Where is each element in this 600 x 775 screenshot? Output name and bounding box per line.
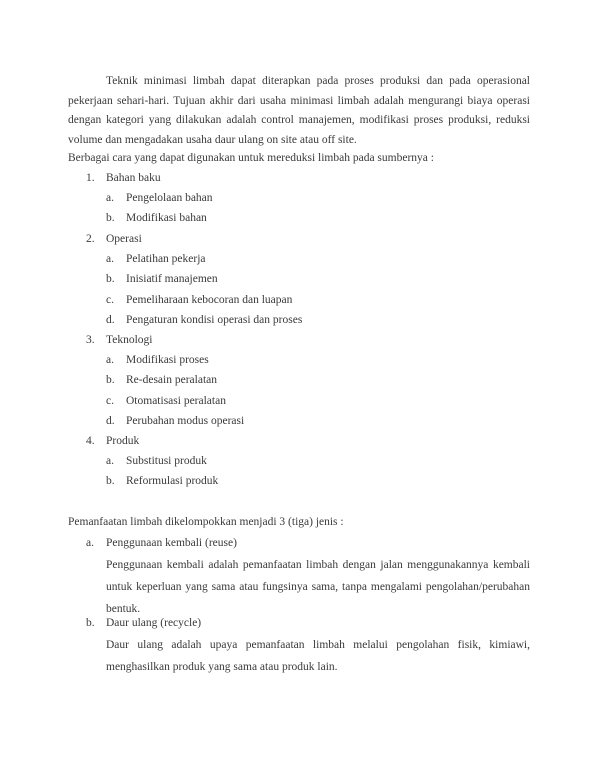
- list-item-produk: 4. Produk: [86, 435, 140, 447]
- sub-item: d. Perubahan modus operasi: [106, 415, 245, 427]
- list-item-teknologi: 3. Teknologi: [86, 334, 153, 346]
- sub-item: a. Modifikasi proses: [106, 354, 209, 366]
- utilization-item-recycle: b. Daur ulang (recycle): [86, 617, 202, 629]
- utilization-item-reuse: a. Penggunaan kembali (reuse): [86, 537, 237, 549]
- reduction-lead-text: Berbagai cara yang dapat digunakan untuk mereduksi limbah pada sumbernya :: [68, 152, 434, 164]
- sub-item: a. Pengelolaan bahan: [106, 192, 213, 204]
- sub-item: b. Inisiatif manajemen: [106, 273, 218, 285]
- intro-paragraph: [68, 72, 530, 150]
- intro-text: Teknik minimasi limbah dapat diterapkan pada proses produksi dan pada operasional pekerjaan sehari-hari. Tujuan akhir dari usaha minimasi limbah adalah mengurangi biaya operasi dengan kategori yang dilakukan adalah control manajemen, modifikasi proses produksi, reduksi volume dan mengadakan usaha daur ulang on site atau off site.: [68, 75, 530, 146]
- sub-item: c. Otomatisasi peralatan: [106, 395, 226, 407]
- sub-item: b. Reformulasi produk: [106, 475, 219, 487]
- list-item-bahan-baku: 1. Bahan baku: [86, 172, 161, 184]
- reuse-description: Penggunaan kembali adalah pemanfaatan limbah dengan jalan menggunakannya kembali untuk keperluan yang sama atau fungsinya sama, tanpa mengalami pengolahan/perubahan bentuk.: [106, 559, 530, 615]
- list-item-operasi: 2. Operasi: [86, 233, 142, 245]
- utilization-lead-text: Pemanfaatan limbah dikelompokkan menjadi 3 (tiga) jenis :: [68, 516, 344, 528]
- sub-item: b. Modifikasi bahan: [106, 212, 207, 224]
- sub-item: a. Substitusi produk: [106, 455, 207, 467]
- sub-item: c. Pemeliharaan kebocoran dan luapan: [106, 294, 293, 306]
- sub-item: b. Re-desain peralatan: [106, 374, 217, 386]
- sub-item: d. Pengaturan kondisi operasi dan proses: [106, 314, 303, 326]
- sub-item: a. Pelatihan pekerja: [106, 253, 206, 265]
- recycle-description: Daur ulang adalah upaya pemanfaatan limbah melalui pengolahan fisik, kimiawi, menghasilkan produk yang sama atau produk lain.: [106, 639, 530, 673]
